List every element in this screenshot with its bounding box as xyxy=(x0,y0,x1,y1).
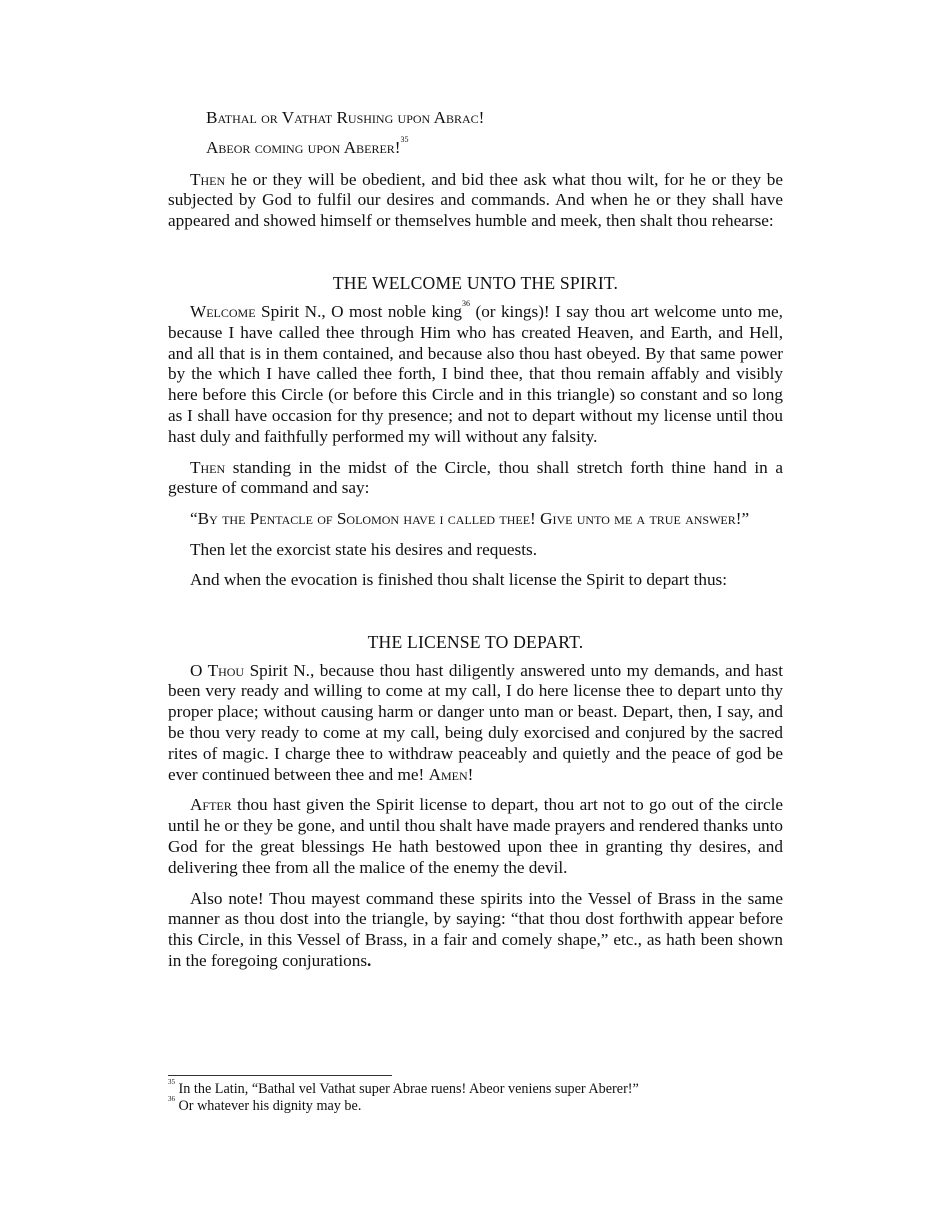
heading-license: THE LICENSE TO DEPART. xyxy=(367,631,584,652)
command-text: By the Pentacle of Solomon have i called thee! Give unto me a true answer! xyxy=(197,509,742,529)
paragraph-command xyxy=(168,509,783,530)
footnote-text: In the Latin, “Bathal vel Vathat super Abrae ruens! Abeor veniens super Aberer!” xyxy=(175,1081,639,1097)
paragraph-welcome xyxy=(168,298,783,448)
paragraph-exorcist: Then let the exorcist state his desires and requests. xyxy=(190,539,537,559)
paragraph-text: standing in the midst of the Circle, thou shall stretch forth thine hand in a gesture of command and say: xyxy=(168,457,783,498)
incantation-text: Bathal or Vathat Rushing upon Abrac! xyxy=(206,108,485,127)
amen-word: Amen xyxy=(428,764,468,784)
footnote-divider xyxy=(168,1075,392,1076)
lead-word: Then xyxy=(190,169,226,189)
paragraph-license xyxy=(168,661,783,786)
open-quote: “ xyxy=(190,509,198,529)
paragraph-text: he or they will be obedient, and bid thee ask what thou wilt, for he or they be subjected by God to fulfil our desires and commands. And when he or they shall have appeared and showed himself or themselves humble and meek, then shalt thou rehearse: xyxy=(168,169,783,231)
paragraph-text: Spirit N., because thou hast diligently answered unto my demands, and hast been very ready and willing to come at my call, I do here license thee to depart unto thy proper place; without causing harm or danger unto man or beast. Depart, then, I say, and be thou very ready to come at my call, being duly exorcised and conjured by the sacred rites of magic. I charge thee to withdraw peaceably and quietly and the peace of god be ever continued between thee and me! xyxy=(168,660,783,784)
paragraph-text: thou hast given the Spirit license to depart, thou art not to go out of the circle until he or they be gone, and until thou shalt have made prayers and rendered thanks unto God for the great blessings He hath bestowed upon thee in granting thy desires, and delivering thee from all the malice of the enemy the devil. xyxy=(168,795,783,877)
paragraph-after xyxy=(168,795,783,878)
paragraph-obedient xyxy=(168,170,783,232)
footnote-number: 36 xyxy=(168,1095,175,1103)
lead-word: O Thou xyxy=(190,660,245,680)
footnote-ref-35[interactable]: 35 xyxy=(400,134,409,144)
lead-word: Then xyxy=(190,457,226,477)
paragraph-text: (or kings)! I say thou art welcome unto me, because I have called thee through Him who has created Heaven, and Earth, and Hell, and all that is in them contained, and because also thou hast obeyed. By that same power by the which I have called thee forth, I bind thee, that thou remain affably and visibly here before this Circle (or before this Circle and in this triangle) so constant and so long as I shall have occasion for thy presence; and not to depart without my license until thou hast duly and faithfully performed my will without any falsity. xyxy=(168,301,783,446)
footnote-number: 35 xyxy=(168,1078,175,1086)
close-quote: ” xyxy=(741,509,750,529)
incantation-line-2 xyxy=(206,134,783,159)
footnote-36 xyxy=(168,1095,783,1115)
paragraph-text: ! xyxy=(467,764,474,784)
lead-word: After xyxy=(190,795,232,815)
paragraph-standing xyxy=(168,458,783,500)
paragraph-also-note xyxy=(168,889,783,972)
footnote-text: Or whatever his dignity may be. xyxy=(175,1098,362,1114)
page-body xyxy=(168,108,783,972)
paragraph-text: Spirit N., O most noble king xyxy=(255,301,463,321)
incantation-line-1 xyxy=(206,108,783,129)
footnote-ref-36[interactable]: 36 xyxy=(462,298,471,308)
paragraph-finished: And when the evocation is finished thou shalt license the Spirit to depart thus: xyxy=(190,569,728,589)
footnotes xyxy=(168,1078,783,1115)
footnote-35 xyxy=(168,1078,783,1098)
final-period: . xyxy=(367,950,372,970)
heading-welcome: THE WELCOME UNTO THE SPIRIT. xyxy=(332,272,619,293)
lead-word: Welcome xyxy=(190,301,256,321)
incantation-text: Abeor coming upon Aberer! xyxy=(206,137,401,157)
paragraph-text: Also note! Thou mayest command these spirits into the Vessel of Brass in the same manner as thou dost into the triangle, by saying: “that thou dost forthwith appear before this Circle, in this Vessel of Brass, in a fair and comely shape,” etc., as hath been shown in the foregoing conjurations xyxy=(168,888,783,970)
